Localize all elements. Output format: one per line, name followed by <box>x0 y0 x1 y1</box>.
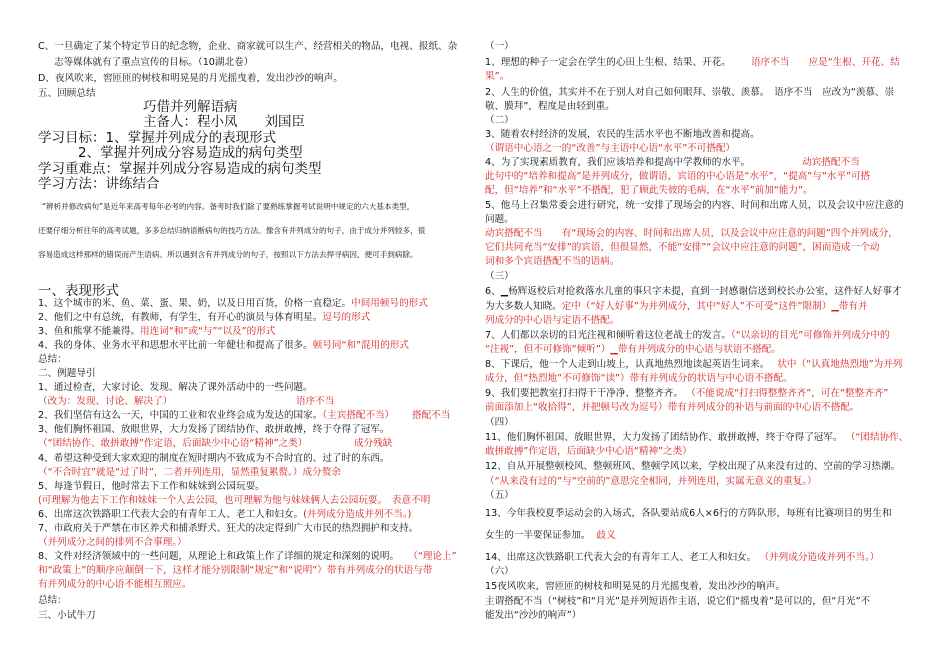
intro-line-3: 容易造成这样那样的错误而产生语病。所以遇到含有并列成分的句子，按照以下方法去捍寻病因，便可手到病除。 <box>38 250 418 259</box>
example-8-fix-cont: 和“政策上”的顺序应颠倒一下，这样才能分别限制“规定”和“说明”）带有并列成分的状语与带 <box>38 565 433 576</box>
item-4-explain-cont: 配，但“培养”和“水平”不搭配，犯了顾此失彼的毛病，在“水平”前加“能力”。 <box>485 185 813 196</box>
intro-line-1: “辨析并修改病句”是近年来高考每年必考的内容。备考时我们除了要熟练掌握考试说明中规定的六大基本类型， <box>42 202 415 211</box>
example-1: 1、通过检查，大家讨论、发现、解决了课外活动中的一些问题。 <box>38 382 313 393</box>
example-4-fix: （“不合时宜”就是“过了时”，二者并列连用，显然重复累赘。）成分赘余 <box>38 467 341 478</box>
example-3-fix: （“团结协作、敢拼敢搏”作定语，后面缺少中心语“精神”之类） <box>38 438 308 449</box>
item-15-note: 主谓搭配不当（“树枝”和“月光”是并列短语作主语，说它们“摇曳着”是可以的，但“月光”不 <box>485 596 871 607</box>
item-6-note-cont: 列成分的中心语与定语不搭配。 <box>485 315 620 326</box>
section-practice-heading: 三、小试牛刀 <box>38 610 96 621</box>
item-15-note-cont: 能发出“沙沙的响声”） <box>485 610 582 621</box>
form-4-note: 顿号同“和”混用的形式 <box>312 340 410 351</box>
item-8-note-cont: 成分，但“热烈地”不可修饰“读”）带有并列成分的状语与中心语不搭配。 <box>485 373 793 384</box>
key-points: 学习重难点：掌握并列成分容易造成的病句类型 <box>38 161 322 177</box>
section-review-heading: 五、回顾总结 <box>38 88 96 99</box>
form-2-note: 逗号的形式 <box>322 312 371 323</box>
item-9: 9、我们要把教室打扫得干干净净、整整齐齐。 （不能说成“打扫得整整齐齐”，可在“整整齐齐” <box>485 388 889 399</box>
example-8: 8、文件对经济领域中的一些问题，从理论上和政策上作了详细的规定和深刻的说明。 （“理论上” <box>38 551 457 562</box>
item-8: 8、下课后，他一个人走到山坡上，认真地热烈地读起英语生词来。 状中（“认真地热烈地”为并列 <box>485 359 903 370</box>
item-6: 6、▁杨辉返校后对抢救落水儿童的事只字未提，直到一封感谢信送到校长办公室，这件好人好事才 <box>485 286 902 297</box>
item-13-cont: 女生的一半要保证参加。 歧义 <box>485 530 616 541</box>
item-6-note: 定中（“好人好事”为并列成分，其中“好人”不可受“这件”限制）▁带有并 <box>561 301 868 312</box>
example-1-type: 语序不当 <box>296 396 335 407</box>
item-7: 7、人们都以亲切的目光注视和倾听着这位老战士的发言。（“以亲切的目光”可修饰并列成分中的 <box>485 330 890 341</box>
study-method: 学习方法：讲练结合 <box>38 176 160 192</box>
item-1: 1、理想的种子一定会在学生的心田上生根、结果、开花。 语序不当 应是“生根、开花、结 <box>485 57 900 68</box>
group-1-label: （一） <box>485 41 514 52</box>
example-3-type: 成分残缺 <box>354 438 393 449</box>
form-1-note: 中间用顿号的形式 <box>351 298 428 309</box>
item-6-cont: 为大多数人知晓。定中（“好人好事”为并列成分，其中“好人”不可受“这件”限制）▁带有并 <box>485 301 868 312</box>
item-11-note-cont: 敢拼敢搏”作定语，后面缺少中心语“精神”之类） <box>485 446 692 457</box>
example-3: 3、他们胸怀祖国、放眼世界，大力发扬了团结协作、敢拼敢搏，终于夺得了冠军。 <box>38 424 390 435</box>
item-14: 14、出席这次铁路职工代表大会的有青年工人、老工人和妇女。 （并列成分造成并列不当。） <box>485 552 880 563</box>
item-11-note: （“团结协作、 <box>850 432 909 443</box>
lesson-title: 巧借并列解语病 <box>143 99 238 115</box>
form-2: 2、他们之中有总统，有教师，有学生，有开心的演员与体育明星。逗号的形式 <box>38 312 371 323</box>
item-15: 15夜风吹来，窖匝匝的树枝和明晃晃的月光摇曳着，发出沙沙的响声。 <box>485 581 786 592</box>
example-8-fix-end: 有并列成分的中心语不能相互照应。 <box>38 579 192 590</box>
item-4-note: 动宾搭配不当 <box>802 157 860 168</box>
option-c: C、一旦确定了某个特定节日的纪念物，企业、商家就可以生产、经营相关的物品，电视、报纸、杂 <box>38 41 458 52</box>
group-2-label: （二） <box>485 115 514 126</box>
form-3: 3、鱼和熊掌不能兼得。用连词“和”或“与”“以及”的形式 <box>38 326 276 337</box>
item-4-explain: 此句中的“培养和提高”是并列成分，做谓语，宾语的中心语是“水平”，“提高”与“水平”可搭 <box>485 171 871 182</box>
example-1-fix: （改为：发现、讨论、解决了） <box>38 396 173 407</box>
example-5: 5、每逢节假日，他时常去下工作和妹妹到公园玩耍。 <box>38 481 265 492</box>
section-examples-heading: 二、例题导引 <box>38 368 96 379</box>
example-6: 6、出席这次铁路职工代表大会的有青年工人、老工人和妇女。(并列成分造成并列不当。) <box>38 509 412 520</box>
example-4: 4、希望这种受到大家欢迎的制度在短时期内不致成为不合时宜的、过了时的东西。 <box>38 453 390 464</box>
intro-line-2: 还要仔细分析往年的高考试题，多多总结归纳语断病句的技巧方法。像含有并列成分的句子，由于成分并列较多，很 <box>38 226 426 235</box>
item-1-note: 语序不当 应是“生根、开花、结 <box>750 57 900 68</box>
form-4: 4、我的身体、业务水平和思想水平比前一年健壮和提高了很多。顿号同“和”混用的形式 <box>38 340 410 351</box>
item-7-note-cont: “注视”，但不可修饰“倾听”）▁带有并列成分的中心语与状语不搭配。 <box>485 344 781 355</box>
goal-2: 2、掌握并列成分容易造成的病句类型 <box>78 145 303 161</box>
option-d: D、夜风吹来，窖匝匝的树枝和明晃晃的月光摇曳着，发出沙沙的响声。 <box>38 73 343 84</box>
item-5-note-cont: 它们共同充当“安排”的宾语，但很显然，不能“安排”“会议中应注意的问题”，困而造成一个动 <box>485 242 880 253</box>
form-3-note: 用连词“和”或“与”“以及”的形式 <box>140 326 276 337</box>
item-7-note: （“以亲切的目光”可修饰并列成分中的 <box>730 330 890 341</box>
item-9-note: （不能说成“打扫得整整齐齐”，可在“整整齐齐” <box>690 388 889 399</box>
item-3-note: （谓语中心语之一的“改善”与主语中心语“水平”不可搭配） <box>485 143 736 154</box>
summary-label-2: 总结： <box>38 595 67 606</box>
item-12: 12、自从开展整顿校风、整顿班风、整顿学风以来，学校出现了从来没有过的、空前的学习热潮。 <box>485 461 901 472</box>
example-7-fix: （并列成分之间的排列不合事理。） <box>38 537 187 548</box>
option-c-cont: 志等媒体就有了重点宣传的目标。（10湖北卷） <box>54 57 254 68</box>
item-5-note-end: 词和多个宾语搭配不当的语病。 <box>485 256 620 267</box>
example-5-fix: (可理解为他去下工作和妹妹一个人去公园，也可理解为他与妹妹俩人去公园玩耍。 表意不明 <box>38 495 431 506</box>
example-2-fix: （主宾搭配不当） <box>322 410 395 421</box>
example-2: 2、我们坚信有这么一天，中国的工业和农业终会成为发达的国家。（主宾搭配不当） <box>38 410 395 421</box>
group-4-label: （四） <box>485 417 514 428</box>
item-14-note: （并列成分造成并列不当。） <box>764 552 880 563</box>
item-13: 13、今年我校夏季运动会的入场式，各队要站成6人×6行的方阵队形，每班有比赛项目的男生和 <box>485 508 892 519</box>
item-11: 11、他们胸怀祖国、放眼世界，大力发扬了团结协作、敢拼敢搏，终于夺得了冠军。 （“团结协作、 <box>485 432 909 443</box>
item-2: 2、人生的价值，其实并不在于别人对自己如何眼拜、崇敬、羡慕。 语序不当 应改为“羡慕、崇 <box>485 87 895 98</box>
example-6-fix: (并列成分造成并列不当。) <box>303 509 412 520</box>
item-9-note-cont: 前面添加上“收拾得”，并把顿号改为逗号）带有并列成分的补语与前面的中心语不搭配。 <box>485 402 860 413</box>
item-2-cont: 敬、膜拜”，程度是由轻到重。 <box>485 101 615 112</box>
example-8-fix: （“理论上” <box>413 551 457 562</box>
item-5: 5、他马上召集常委会进行研究，统一安排了现场会的内容、时间和出席人员，以及会议中应注意的 <box>485 200 904 211</box>
item-13-note: 歧义 <box>596 530 616 541</box>
item-1-note-cont: 果”。 <box>485 71 510 82</box>
form-1: 1、这个城市的米、鱼、菜、蛋、果、奶，以及日用百货，价格一直稳定。中间用顿号的形式 <box>38 298 428 309</box>
lesson-author: 主备人：程小凤 刘国臣 <box>143 114 305 130</box>
item-5-note: 动宾搭配不当 有“现场会的内容、时间和出席人员，以及会议中应注意的问题”四个并列成分， <box>485 228 898 239</box>
example-2-type: 搭配不当 <box>412 410 451 421</box>
group-6-label: （六） <box>485 566 514 577</box>
example-7: 7、市政府关于严禁在市区养犬和捕杀野犬、狂犬的决定得到广大市民的热烈拥护和支持。 <box>38 523 419 534</box>
section-forms-heading: 一、表现形式 <box>38 283 119 299</box>
item-8-note: 状中（“认真地热烈地”为并列 <box>777 359 903 370</box>
item-12-note: （“从来没有过的”与“空前的”意思完全相同，并列连用，实属无意义的重复。） <box>485 476 817 487</box>
summary-label: 总结： <box>38 354 67 365</box>
goal-1: 学习目标：1、掌握并列成分的表现形式 <box>38 130 277 146</box>
item-4: 4、为了实现素质教育，我们应该培养和提高中学教师的水平。 动宾搭配不当 <box>485 157 860 168</box>
group-3-label: （三） <box>485 271 514 282</box>
group-5-label: （五） <box>485 490 514 501</box>
item-3: 3、随着农村经济的发展，农民的生活水平也不断地改善和提高。 <box>485 129 760 140</box>
item-5-cont: 问题。 <box>485 214 514 225</box>
